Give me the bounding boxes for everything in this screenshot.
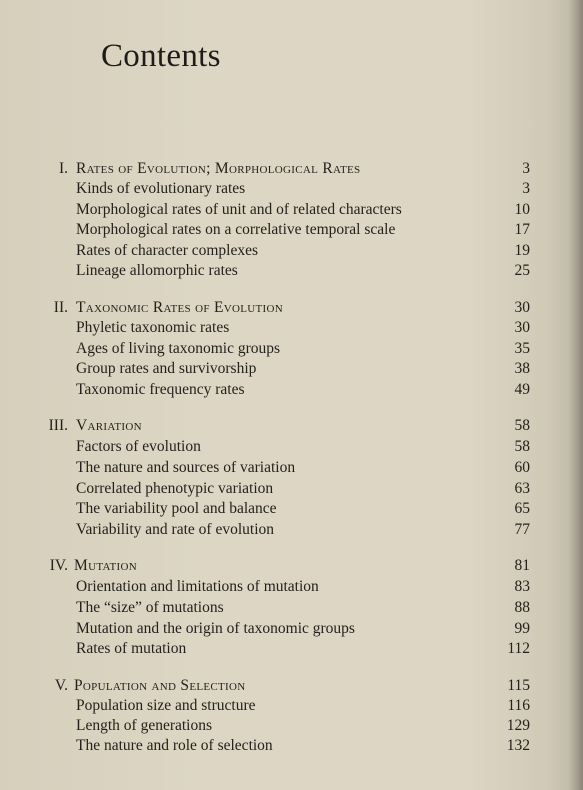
chapter-title: Population and Selection [74, 677, 246, 694]
chapter-heading [0, 416, 583, 436]
page-number: 10 [514, 201, 530, 218]
entry-title: Group rates and survivorship [76, 360, 257, 377]
page-number: 77 [514, 521, 530, 538]
toc-entry [0, 220, 583, 240]
page-title: Contents [101, 38, 221, 74]
page-number: 38 [514, 360, 530, 377]
entry-title: Correlated phenotypic variation [76, 480, 274, 497]
page-number: 81 [514, 557, 530, 574]
entry-title: The “size” of mutations [76, 599, 224, 616]
page-number: 19 [514, 242, 530, 259]
toc-entry [0, 339, 583, 359]
chapter-heading [0, 159, 583, 179]
toc-entry [0, 479, 583, 499]
chapter-heading [0, 298, 583, 318]
toc-entry [0, 696, 583, 716]
page-number: 30 [514, 299, 530, 316]
toc-entry [0, 619, 583, 639]
chapter-title: Mutation [74, 557, 137, 574]
toc-entry [0, 359, 583, 379]
chapter-title: Rates of Evolution; Morphological Rates [76, 160, 361, 177]
entry-title: Orientation and limitations of mutation [76, 578, 319, 595]
page-number: 60 [514, 459, 530, 476]
toc-entry [0, 458, 583, 478]
page-number: 49 [514, 381, 530, 398]
entry-title: Ages of living taxonomic groups [76, 340, 281, 357]
chapter-title: Variation [76, 417, 142, 434]
entry-title: Population size and structure [76, 697, 256, 714]
toc-entry [0, 577, 583, 597]
entry-title: Rates of character complexes [76, 242, 259, 259]
entry-title: Phyletic taxonomic rates [76, 319, 230, 336]
toc-entry [0, 598, 583, 618]
page-number: 25 [514, 262, 530, 279]
toc-entry [0, 261, 583, 281]
chapter-numeral: II. [53, 299, 68, 316]
page-number: 58 [514, 438, 530, 455]
chapter-numeral: V. [54, 677, 68, 694]
entry-title: Variability and rate of evolution [76, 521, 274, 538]
toc-entry [0, 639, 583, 659]
page-number: 116 [507, 697, 530, 714]
page-number: 99 [514, 620, 530, 637]
entry-title: Factors of evolution [76, 438, 201, 455]
entry-title: The variability pool and balance [76, 500, 277, 517]
toc-entry [0, 200, 583, 220]
page-number: 58 [514, 417, 530, 434]
page-number: 115 [507, 677, 530, 694]
entry-title: Kinds of evolutionary rates [76, 180, 246, 197]
toc-entry [0, 241, 583, 261]
page-number: 132 [506, 737, 530, 754]
page-number: 3 [522, 180, 530, 197]
chapter-heading [0, 676, 583, 696]
toc-entry [0, 716, 583, 736]
page-number: 65 [514, 500, 530, 517]
page-number: 3 [522, 160, 530, 177]
page-number: 63 [514, 480, 530, 497]
entry-title: Mutation and the origin of taxonomic groups [76, 620, 355, 637]
page-number: 88 [514, 599, 530, 616]
chapter-title: Taxonomic Rates of Evolution [76, 299, 283, 316]
entry-title: Morphological rates of unit and of related characters [76, 201, 402, 218]
page-number: 30 [514, 319, 530, 336]
chapter-heading [0, 556, 583, 576]
toc-entry [0, 499, 583, 519]
chapter-numeral: I. [58, 160, 68, 177]
page-number: 129 [506, 717, 530, 734]
entry-title: The nature and role of selection [76, 737, 273, 754]
chapter-numeral: IV. [49, 557, 68, 574]
page-number: 35 [514, 340, 530, 357]
toc-entry [0, 736, 583, 756]
toc-entry [0, 437, 583, 457]
entry-title: Rates of mutation [76, 640, 187, 657]
toc-entry [0, 380, 583, 400]
entry-title: Taxonomic frequency rates [76, 381, 245, 398]
entry-title: Morphological rates on a correlative temporal scale [76, 221, 396, 238]
toc-entry [0, 179, 583, 199]
page-number: 112 [507, 640, 530, 657]
entry-title: Lineage allomorphic rates [76, 262, 238, 279]
entry-title: Length of generations [76, 717, 213, 734]
chapter-numeral: III. [48, 417, 68, 434]
page-number: 17 [514, 221, 530, 238]
page-number: 83 [514, 578, 530, 595]
toc-entry [0, 318, 583, 338]
toc-entry [0, 520, 583, 540]
entry-title: The nature and sources of variation [76, 459, 296, 476]
